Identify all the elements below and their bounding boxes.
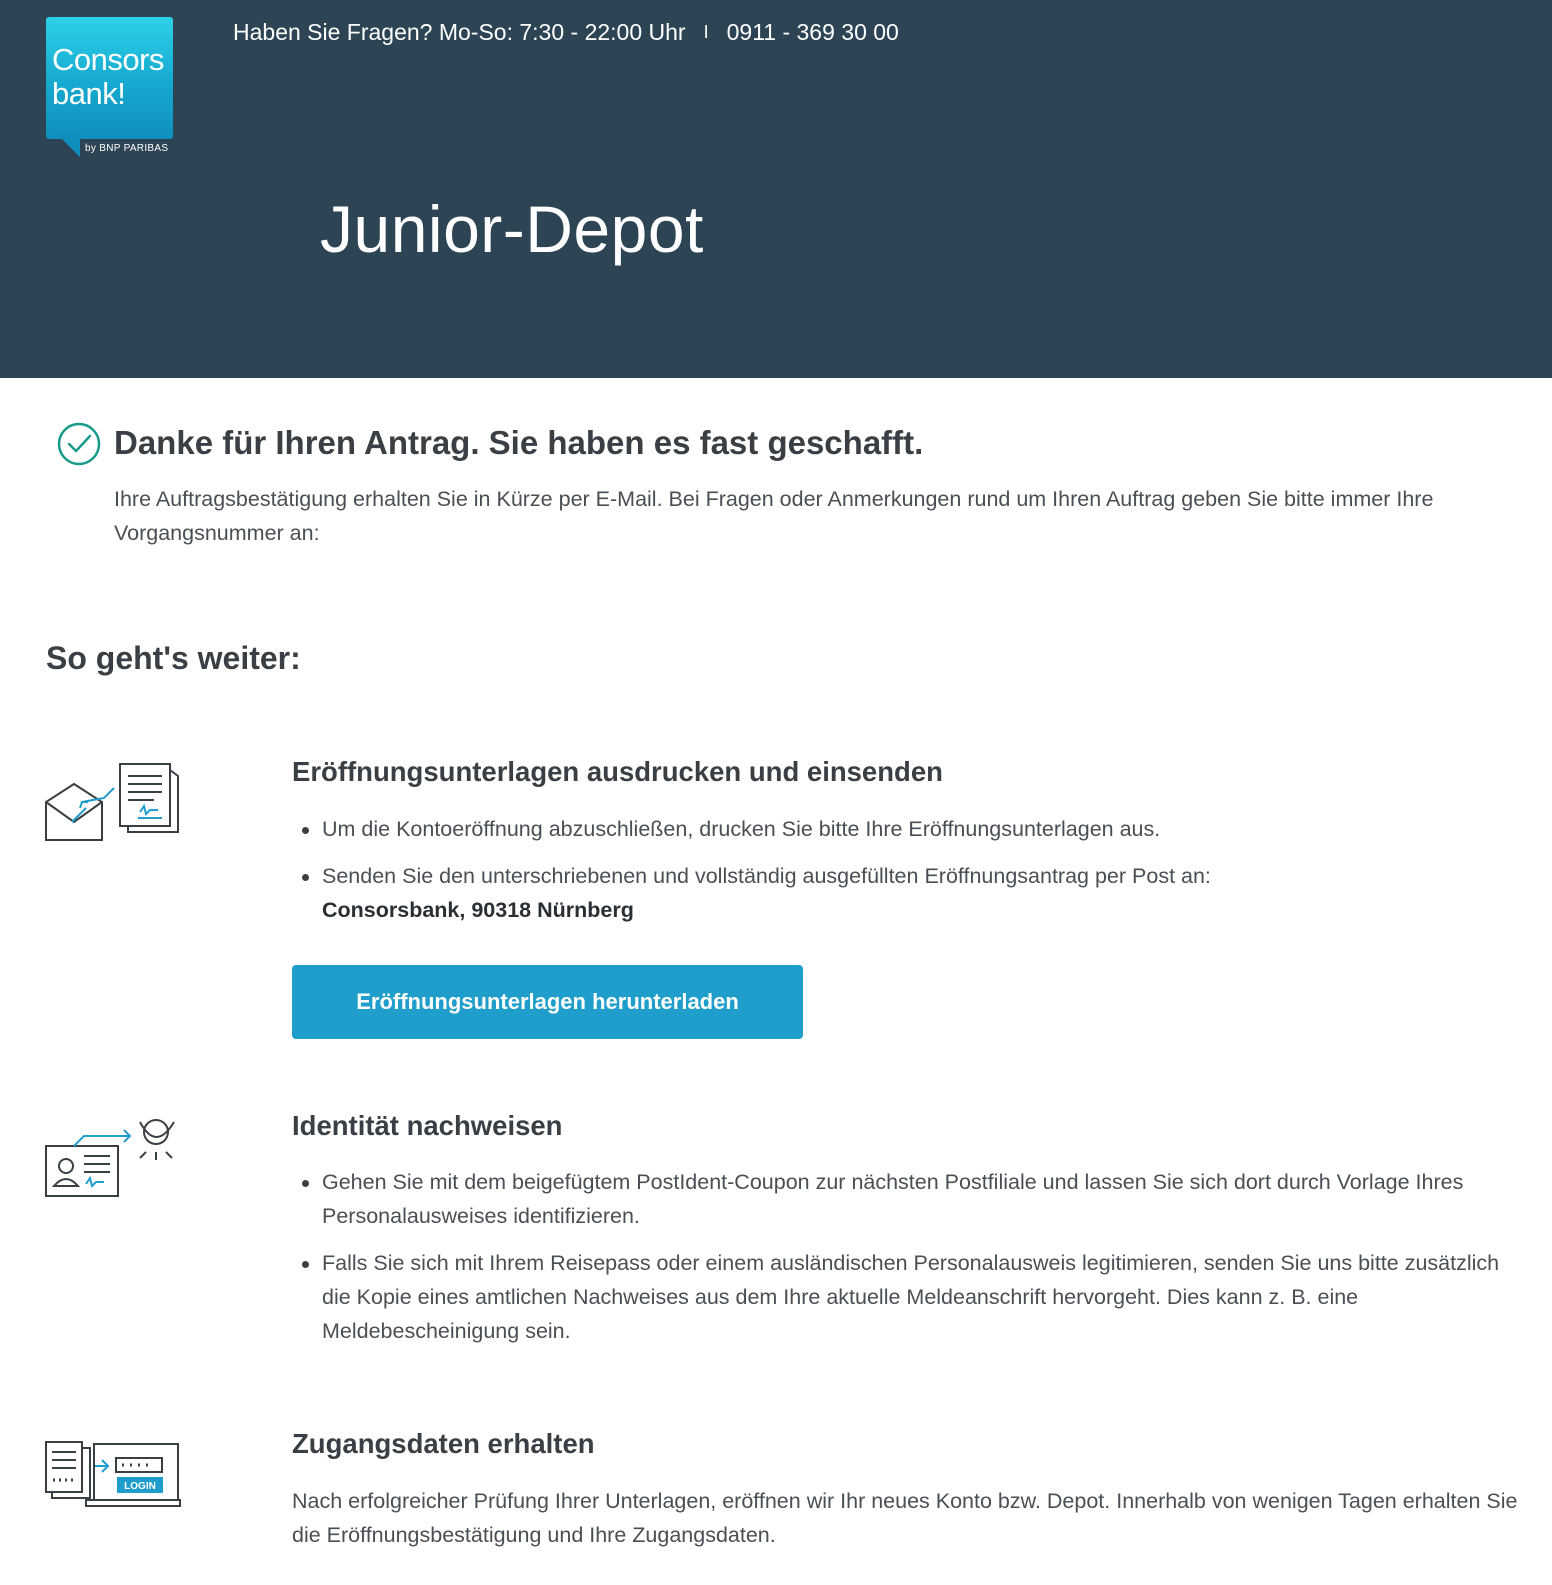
step-1-title: Eröffnungsunterlagen ausdrucken und einsenden [292, 756, 943, 787]
logo-subtitle: by BNP PARIBAS [85, 143, 169, 154]
login-label: LOGIN [124, 1481, 156, 1492]
logo-text [52, 43, 164, 111]
contact-info [233, 19, 899, 46]
step-1-list [292, 812, 1522, 940]
check-circle-icon [57, 422, 101, 466]
logo-tail [58, 135, 80, 157]
step-3-text: Nach erfolgreicher Prüfung Ihrer Unterlagen, eröffnen wir Ihr neues Konto bzw. Depot. Innerhalb von wenigen Tagen erhalten Sie die Eröffnungsbestätigung und Ihre Zugangsdaten. [292, 1489, 1518, 1547]
consorsbank-logo[interactable] [46, 17, 173, 158]
documents-login-icon [44, 1440, 184, 1530]
step-2-bullet-2-text: Falls Sie sich mit Ihrem Reisepass oder einem ausländischen Personalausweis legitimieren, senden Sie uns bitte zusätzlich die Kopie eines amtlichen Nachweises aus dem Ihre aktuelle Meldeanschrift hervorgeht. Dies kann z. B. eine Meldebescheinigung sein. [322, 1251, 1500, 1343]
mailing-address: Consorsbank, 90318 Nürnberg [322, 898, 634, 922]
page-title: Junior-Depot [320, 192, 704, 266]
step-3-title: Zugangsdaten erhalten [292, 1428, 595, 1459]
step-1-bullet-2 [292, 859, 1522, 927]
step-1-bullet-1-text: Um die Kontoeröffnung abzuschließen, drucken Sie bitte Ihre Eröffnungsunterlagen aus. [322, 817, 1161, 841]
confirmation-title: Danke für Ihren Antrag. Sie haben es fast geschafft. [114, 424, 924, 461]
envelope-documents-icon [44, 762, 184, 852]
step-2-list [292, 1165, 1522, 1361]
step-2-bullet-1 [292, 1165, 1522, 1233]
step-2-title: Identität nachweisen [292, 1110, 563, 1141]
logo-line2: bank! [52, 76, 126, 111]
step-1-bullet-1 [292, 812, 1522, 846]
step-2-bullet-2 [292, 1246, 1522, 1348]
page-header [0, 0, 1552, 378]
opening-hours: Haben Sie Fragen? Mo-So: 7:30 - 22:00 Uhr [233, 19, 686, 45]
contact-separator: I [703, 22, 709, 42]
identity-postident-icon [44, 1118, 184, 1208]
step-2-bullet-1-text: Gehen Sie mit dem beigefügtem PostIdent-Coupon zur nächsten Postfiliale und lassen Sie sich dort durch Vorlage Ihres Personalausweises identifizieren. [322, 1170, 1464, 1228]
phone-number[interactable]: 0911 - 369 30 00 [726, 19, 899, 45]
confirmation-text: Ihre Auftragsbestätigung erhalten Sie in Kürze per E-Mail. Bei Fragen oder Anmerkungen rund um Ihren Auftrag geben Sie bitte immer Ihre Vorgangsnummer an: [114, 487, 1434, 545]
logo-line1: Consors [52, 42, 164, 77]
download-documents-button[interactable]: Eröffnungsunterlagen herunterladen [292, 965, 803, 1039]
step-1-bullet-2-text: Senden Sie den unterschriebenen und vollständig ausgefüllten Eröffnungsantrag per Post an: [322, 864, 1211, 888]
next-steps-title: So geht's weiter: [46, 640, 301, 676]
